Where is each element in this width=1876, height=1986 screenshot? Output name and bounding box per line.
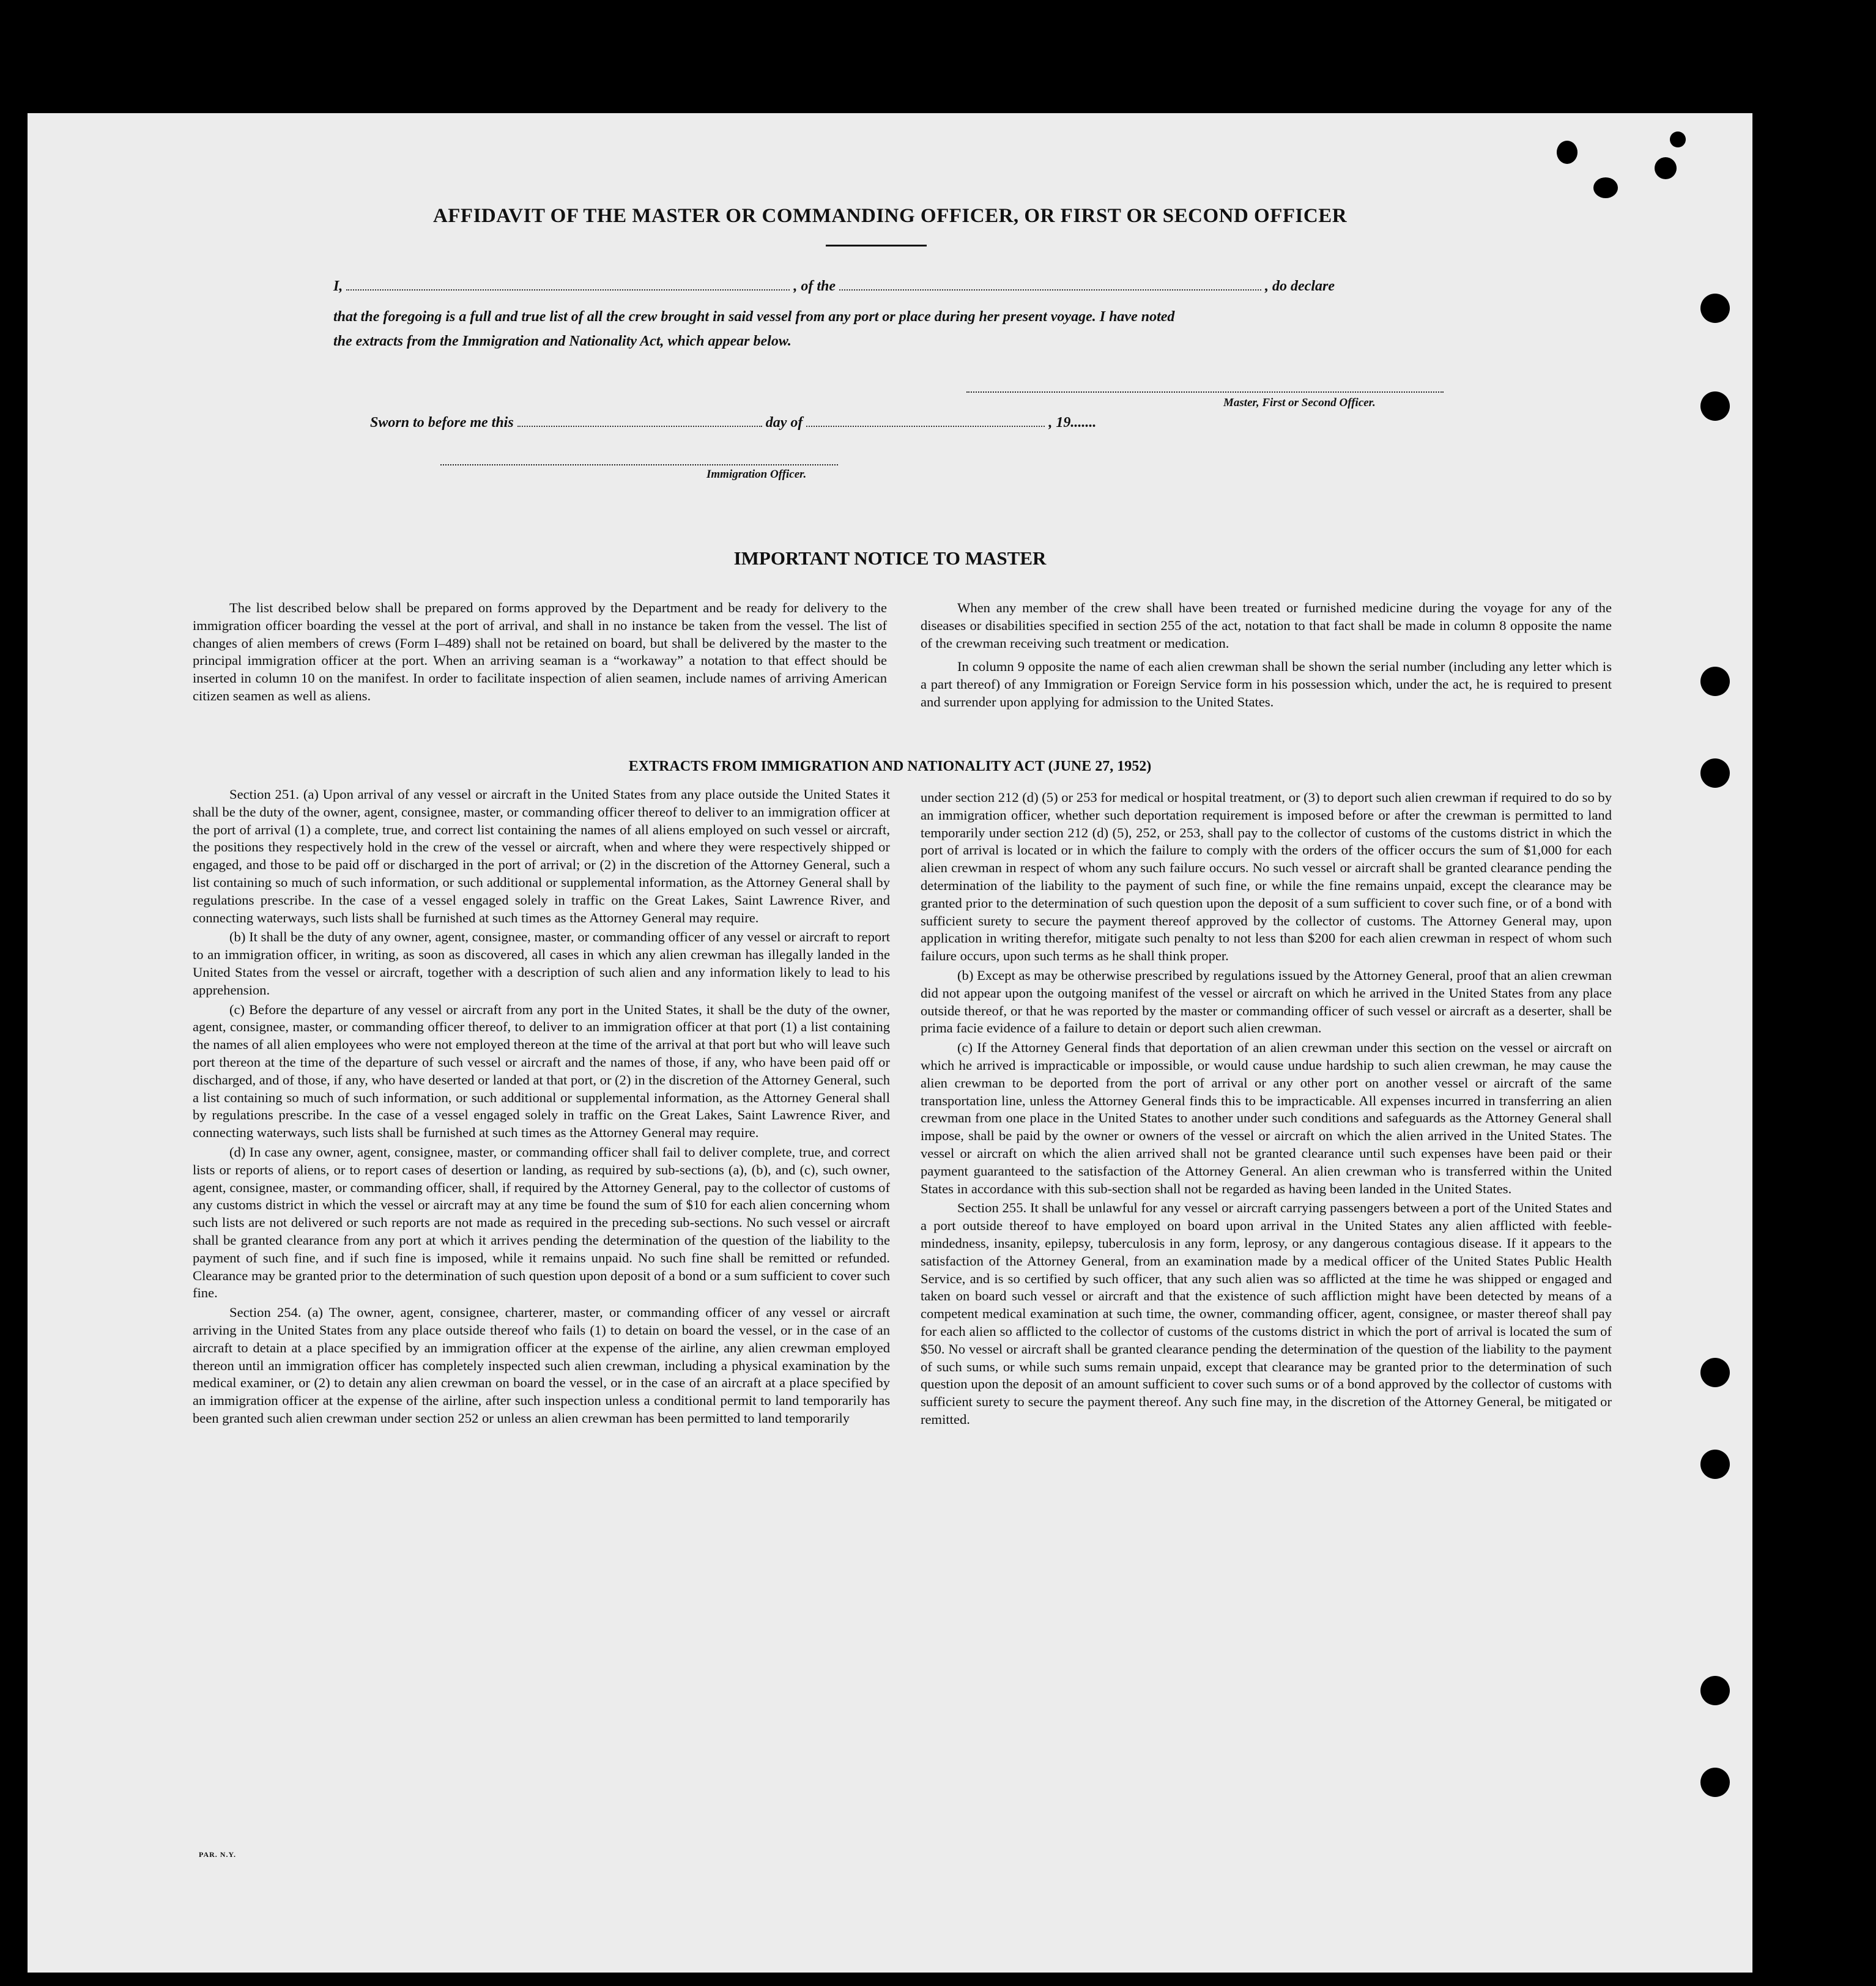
year-label: , 19....... (1048, 415, 1097, 431)
sworn-label: Sworn to before me this (370, 415, 514, 431)
notice-right-paragraph-2: In column 9 opposite the name of each alien crewman shall be shown the serial number (including any letter which is a part thereof) of any Immigration or Foreign Service form in his possession which, under the act, he is required to present and surrender upon applying for admission to the United States. (921, 659, 1612, 710)
master-caption: Master, First or Second Officer. (1223, 396, 1376, 409)
binder-hole (1700, 1450, 1730, 1479)
sworn-month-blank (806, 426, 1045, 427)
ink-spot (1655, 157, 1677, 179)
notice-right-column (921, 599, 1612, 713)
affidavit-title: AFFIDAVIT OF THE MASTER OR COMMANDING OFFICER, OR FIRST OR SECOND OFFICER (432, 205, 1348, 227)
document-page (28, 113, 1752, 1973)
declaration-of-the: , of the (793, 278, 836, 294)
officer-caption: Immigration Officer. (706, 468, 807, 481)
ink-spot (1557, 141, 1578, 164)
binder-hole (1700, 1676, 1730, 1705)
notice-left-column (193, 599, 887, 707)
section-251-b: (b) It shall be the duty of any owner, agent, consignee, master, or commanding officer of any vessel or aircraft to report to an immigration officer, in writing, as soon as discovered, all cases in which any alien crewman has illegally landed in the United States from the vessel or aircraft, together with a description of such alien and any information likely to lead to his apprehension. (193, 929, 890, 998)
ink-spot (1670, 132, 1686, 147)
extracts-right-column (921, 789, 1612, 1431)
section-254-a: Section 254. (a) The owner, agent, consignee, charterer, master, or commanding officer of any vessel or aircraft arriving in the United States from any place outside thereof who fails (1) to detain on board the vessel, or in the case of an aircraft to detain at a place specified by an immigration officer at the expense of the airline, any alien crewman employed thereon until an immigration officer has completely inspected such alien crewman, including a physical examination by the medical examiner, or (2) to detain any alien crewman on board the vessel, or in the case of an aircraft at a place specified by an immigration officer at the expense of the airline, after such inspection unless a conditional permit to land temporarily has been granted such alien crewman under section 252 or unless an alien crewman has been permitted to land temporarily (193, 1305, 890, 1426)
declaration-line-1 (333, 278, 1471, 295)
declaration-i: I, (333, 278, 343, 294)
section-254-a-continued: under section 212 (d) (5) or 253 for medical or hospital treatment, or (3) to deport such alien crewman if required to do so by an immigration officer, whether such deportation requirement is imposed before or after the crewman is permitted to land temporarily under section 212 (d) (5), 252, or 253, shall pay to the collector of customs of the customs district in which the port of arrival is located or in which the failure to comply with the orders of the officer occurs the sum of $1,000 for each alien crewman in respect of whom any such failure occurs. No such vessel or aircraft shall be granted clearance pending the determination of the liability to the payment of such fine, or while the fine remains unpaid, except the clearance may be granted prior to the determination of such question upon the deposit of a sum sufficient to cover such fine, or of a bond with sufficient surety to secure the payment thereof approved by the collector of customs. The Attorney General may, upon application in writing therefor, mitigate such penalty to not less than $200 for each alien crewman in respect of whom such failure occurs, upon such terms as he shall think proper. (921, 790, 1612, 964)
binder-hole (1700, 294, 1730, 323)
vessel-blank (839, 289, 1261, 291)
binder-hole (1700, 667, 1730, 696)
declaration-line-3: the extracts from the Immigration and Nationality Act, which appear below. (333, 333, 792, 349)
notice-title: IMPORTANT NOTICE TO MASTER (733, 547, 1047, 569)
printer-mark: PAR. N.Y. (199, 1850, 237, 1859)
section-254-b: (b) Except as may be otherwise prescribed by regulations issued by the Attorney General, proof that an alien crewman did not appear upon the outgoing manifest of the vessel or aircraft on which he arrived in the United States from any place outside thereof, or that he was reported by the master or commanding officer of such vessel or aircraft as a deserter, shall be prima facie evidence of a failure to detain or deport such alien crewman. (921, 967, 1612, 1036)
day-of-label: day of (765, 415, 803, 431)
title-underline (826, 245, 927, 246)
notice-left-paragraph: The list described below shall be prepared on forms approved by the Department and be ready for delivery to the immigration officer boarding the vessel at the port of arrival, and shall in no instance be taken from the vessel. The list of changes of alien members of crews (Form I–489) shall not be retained on board, but shall be delivered by the master to the principal immigration officer at the port. When an arriving seaman is a “workaway” a notation to that effect should be inserted in column 10 on the manifest. In order to facilitate inspection of alien seamen, include names of arriving American citizen seamen as well as aliens. (193, 600, 887, 703)
name-blank (346, 289, 790, 291)
section-254-c: (c) If the Attorney General finds that deportation of an alien crewman under this section on the vessel or aircraft on which he arrived is impracticable or impossible, or would cause undue hardship to such alien crewman, he may cause the alien crewman to be deported from the port of arrival or any other port on another vessel or aircraft of the same transportation line, unless the Attorney General finds this to be impracticable. All expenses incurred in transferring an alien crewman from one place in the United States to another under such conditions and safeguards as the Attorney General shall impose, shall be paid by the owner or owners of the vessel or aircraft on which the alien arrived in the United States. The vessel or aircraft on which the alien arrived shall not be granted clearance until such expenses have been paid or their payment guaranteed to the satisfaction of the Attorney General. An alien crewman who is transferred within the United States in accordance with this sub-section shall not be regarded as having been landed in the United States. (921, 1040, 1612, 1196)
extracts-title: EXTRACTS FROM IMMIGRATION AND NATIONALITY ACT (JUNE 27, 1952) (628, 758, 1152, 774)
declaration-declare: , do declare (1265, 278, 1335, 294)
binder-hole (1700, 1358, 1730, 1387)
master-signature-line (966, 391, 1444, 393)
binder-hole (1700, 758, 1730, 788)
officer-signature-line (440, 464, 838, 465)
sworn-line (370, 415, 1226, 431)
declaration-line-2: that the foregoing is a full and true list of all the crew brought in said vessel from any port or place during her present voyage. I have noted (333, 309, 1175, 325)
section-251-d: (d) In case any owner, agent, consignee, master, or commanding officer shall fail to deliver complete, true, and correct lists or reports of aliens, or to report cases of desertion or landing, as required by sub-sections (a), (b), and (c), such owner, agent, consignee, master, or commanding officer, shall, if required by the Attorney General, pay to the collector of customs of any customs district in which the vessel or aircraft may at any time be found the sum of $10 for each alien concerning whom such lists are not delivered or such reports are not made as required in the preceding sub-sections. No such vessel or aircraft shall be granted clearance from any port at which it arrives pending the determination of the question of the liability to the payment of such fine, and if such fine is imposed, while it remains unpaid. No such fine shall be remitted or refunded. Clearance may be granted prior to the determination of such question upon deposit of a bond or a sum sufficient to cover such fine. (193, 1144, 890, 1301)
ink-spot (1593, 177, 1618, 198)
notice-right-paragraph-1: When any member of the crew shall have been treated or furnished medicine during the voyage for any of the diseases or disabilities specified in section 255 of the act, notation to that fact shall be made in column 8 opposite the name of the crewman receiving such treatment or medication. (921, 600, 1612, 651)
binder-hole (1700, 391, 1730, 421)
sworn-day-blank (517, 426, 762, 427)
binder-hole (1700, 1768, 1730, 1797)
section-251-c: (c) Before the departure of any vessel or aircraft from any port in the United States, it shall be the duty of the owner, agent, consignee, master, or commanding officer thereof, to deliver to an immigration officer at that port (1) a list containing the names of all alien employees who were not employed thereon at the time of the arrival at that port but who will leave such port thereon at the time of the departure of such vessel or aircraft and the names of those, if any, who have been paid off or discharged, and of those, if any, who have deserted or landed at that port, or (2) in the discretion of the Attorney General, such a list containing so much of such information, or such additional or supplemental information, as the Attorney General shall by regulations prescribe. In the case of a vessel engaged solely in traffic on the Great Lakes, Saint Lawrence River, and connecting waterways, such lists shall be furnished at such times as the Attorney General may require. (193, 1001, 891, 1141)
section-255: Section 255. It shall be unlawful for any vessel or aircraft carrying passengers between a port of the United States and a port outside thereof to have employed on board upon arrival in the United States any alien afflicted with feeble-mindedness, insanity, epilepsy, tuberculosis in any form, leprosy, or any dangerous contagious disease. If it appears to the satisfaction of the Attorney General, from an examination made by a medical officer of the United States Public Health Service, and is so certified by such officer, that any such alien was so afflicted at the time he was shipped or engaged and taken on board such vessel or aircraft and that the existence of such affliction might have been detected by means of a competent medical examination at such time, the owner, commanding officer, agent, consignee, or master thereof shall pay for each alien so afflicted to the collector of customs of the customs district in which the port of arrival is located the sum of $50. No vessel or aircraft shall be granted clearance pending the determination of the question of the liability to the payment of such sums, or while such sums remain unpaid, except that clearance may be granted prior to the determination of such question upon the deposit of an amount sufficient to cover such sums or of a bond approved by the collector of customs with sufficient surety to secure the payment thereof. Any such fine may, in the discretion of the Attorney General, be mitigated or remitted. (921, 1200, 1612, 1427)
section-251-a: Section 251. (a) Upon arrival of any vessel or aircraft in the United States from any place outside the United States it shall be the duty of the owner, agent, consignee, master, or commanding officer thereof to deliver to an immigration officer at the port of arrival (1) a complete, true, and correct list containing the names of all aliens employed on such vessel or aircraft, the positions they respectively hold in the crew of the vessel or aircraft, when and where they were respectively shipped or engaged, and those to be paid off or discharged in the port of arrival; or (2) in the discretion of the Attorney General, such a list containing so much of such information, or such additional or supplemental information, as the Attorney General shall by regulations prescribe. In the case of a vessel engaged solely in traffic on the Great Lakes, Saint Lawrence River, and connecting waterways, such lists shall be furnished at such times as the Attorney General may require. (193, 787, 890, 925)
extracts-left-column (193, 786, 890, 1429)
